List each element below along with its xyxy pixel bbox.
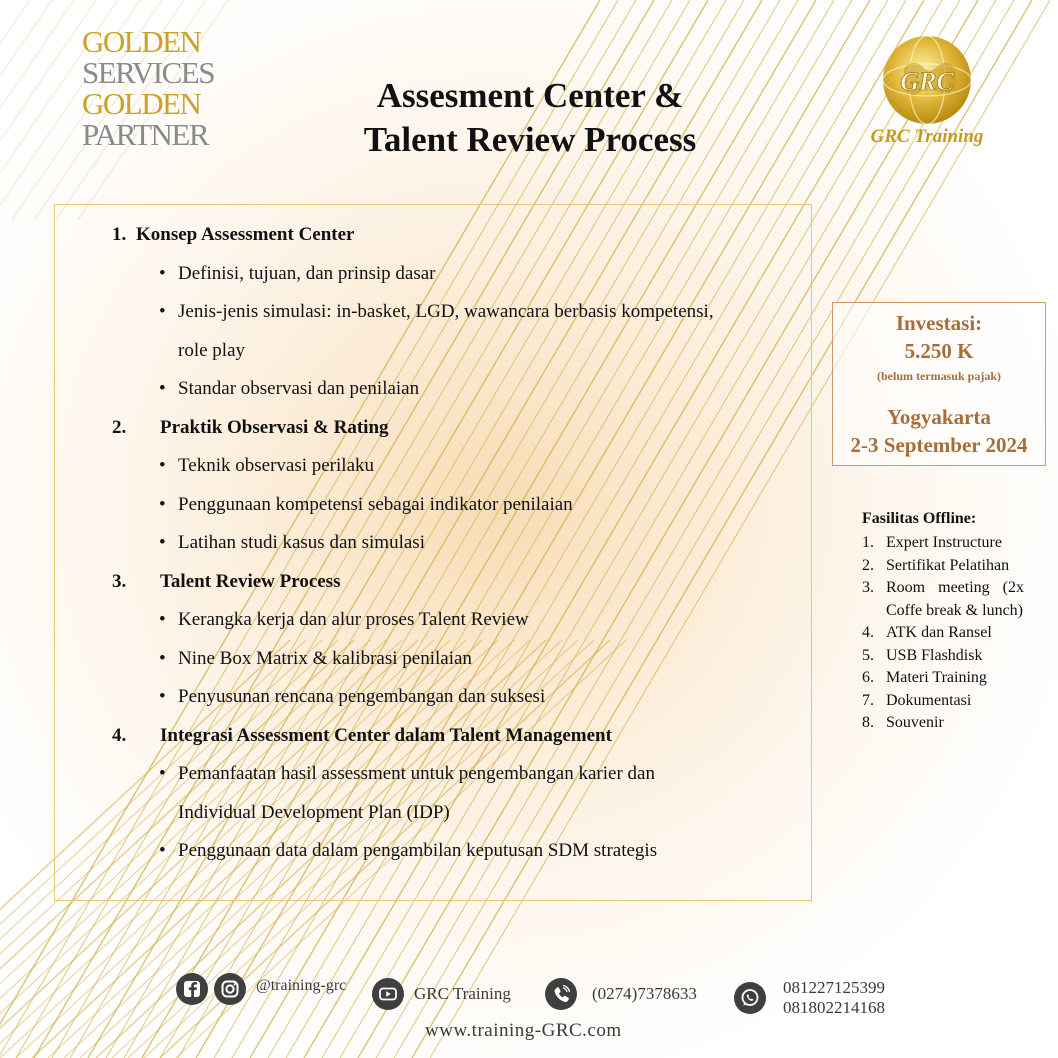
facility-text: Sertifikat Pelatihan xyxy=(886,556,1010,574)
section-title: Praktik Observasi & Rating xyxy=(160,416,389,438)
facility-item xyxy=(862,667,1024,690)
whatsapp-number-2[interactable]: 081802214168 xyxy=(783,998,885,1017)
bullet-text: Penggunaan kompetensi sebagai indikator penilaian xyxy=(178,493,573,515)
title-line-1: Assesment Center & xyxy=(376,76,684,115)
bullet-text: Pemanfaatan hasil assessment untuk pengembangan karier dan xyxy=(178,763,655,784)
event-city: Yogyakarta xyxy=(887,405,991,429)
investment-note: (belum termasuk pajak) xyxy=(876,369,1001,383)
social-handle[interactable]: @training-grc xyxy=(256,977,347,994)
facility-number: 2. xyxy=(862,556,874,574)
outline-box xyxy=(54,204,812,901)
section-number: 4. xyxy=(112,724,127,746)
event-date: 2-3 September 2024 xyxy=(850,433,1028,457)
bullet-dot: • xyxy=(159,455,166,476)
bullet-text: Kerangka kerja dan alur proses Talent Review xyxy=(178,609,529,630)
bullet-dot: • xyxy=(159,378,166,399)
bullet-dot: • xyxy=(159,301,166,322)
facility-item xyxy=(862,622,1024,645)
bullet-dot: • xyxy=(159,840,166,861)
facility-item xyxy=(862,532,1024,555)
facility-text: Dokumentasi xyxy=(886,691,972,709)
facility-item xyxy=(862,690,1024,713)
youtube-channel[interactable]: GRC Training xyxy=(414,984,511,1003)
section-title: Konsep Assessment Center xyxy=(136,224,355,245)
section-title: Talent Review Process xyxy=(160,570,341,592)
investment-price: 5.250 K xyxy=(904,339,974,363)
investment-label: Investasi: xyxy=(895,311,983,335)
bullet-dot: • xyxy=(159,262,166,284)
facility-number: 4. xyxy=(862,624,874,641)
bullet-text: Definisi, tujuan, dan prinsip dasar xyxy=(178,262,436,284)
website-link[interactable]: www.training-GRC.com xyxy=(425,1020,622,1041)
bullet-dot: • xyxy=(159,686,166,707)
bullet-text: Latihan studi kasus dan simulasi xyxy=(178,532,425,553)
golden-partner-logo xyxy=(82,26,232,150)
facility-number: 6. xyxy=(862,669,874,686)
grc-logo-name: GRC Training xyxy=(870,126,984,147)
svg-text:GRC: GRC xyxy=(900,67,954,96)
section-number: 3. xyxy=(112,570,127,592)
section-number: 2. xyxy=(112,416,127,438)
facility-text: Room meeting (2x Coffe break & lunch) xyxy=(886,579,1024,619)
bullet-text: Jenis-jenis simulasi: in-basket, LGD, wawancara berbasis kompetensi, xyxy=(178,301,714,322)
phone-icon[interactable] xyxy=(545,978,577,1010)
facility-item xyxy=(862,645,1024,668)
facility-item xyxy=(862,577,1024,622)
investment-box xyxy=(832,302,1046,466)
phone-number[interactable]: (0274)7378633 xyxy=(592,984,697,1003)
section-number: 1. xyxy=(112,224,127,245)
instagram-icon[interactable] xyxy=(214,973,246,1005)
bullet-text: Penggunaan data dalam pengambilan keputusan SDM strategis xyxy=(178,840,658,861)
bullet-text: Nine Box Matrix & kalibrasi penilaian xyxy=(178,647,472,669)
page-title xyxy=(300,74,760,162)
facility-text: ATK dan Ransel xyxy=(886,624,992,641)
brand-line-1: GOLDEN xyxy=(82,24,201,59)
facility-item xyxy=(862,712,1024,735)
bullet-text: Standar observasi dan penilaian xyxy=(178,378,420,399)
whatsapp-numbers[interactable] xyxy=(783,978,885,1018)
whatsapp-number-1[interactable]: 081227125399 xyxy=(783,978,885,997)
facebook-icon[interactable] xyxy=(176,973,208,1005)
bullet-text: Teknik observasi perilaku xyxy=(178,455,375,476)
bullet-dot: • xyxy=(159,763,166,784)
facility-text: Expert Instructure xyxy=(886,534,1002,551)
course-outline xyxy=(55,205,811,900)
brand-line-4: PARTNER xyxy=(82,117,209,152)
facility-text: Materi Training xyxy=(886,669,987,686)
bullet-dot: • xyxy=(159,609,166,630)
brand-line-3: GOLDEN xyxy=(82,86,201,121)
bullet-text: role play xyxy=(178,339,246,361)
bullet-dot: • xyxy=(159,493,166,515)
facility-item xyxy=(862,555,1024,578)
bullet-text: Penyusunan rencana pengembangan dan suksesi xyxy=(178,686,546,707)
facility-number: 3. xyxy=(862,579,874,596)
title-line-2: Talent Review Process xyxy=(363,120,697,159)
facility-text: Souvenir xyxy=(886,714,944,731)
facility-text: USB Flashdisk xyxy=(886,646,983,664)
facility-number: 5. xyxy=(862,646,874,664)
facilities-title: Fasilitas Offline: xyxy=(862,510,977,527)
youtube-icon[interactable] xyxy=(372,978,404,1010)
facility-number: 8. xyxy=(862,714,874,731)
whatsapp-icon[interactable] xyxy=(734,982,766,1014)
facility-number: 7. xyxy=(862,691,874,709)
bullet-dot: • xyxy=(159,647,166,669)
section-title: Integrasi Assessment Center dalam Talent Management xyxy=(160,724,612,746)
facility-number: 1. xyxy=(862,534,874,551)
facilities-list xyxy=(862,532,1024,735)
bullet-text: Individual Development Plan (IDP) xyxy=(178,801,450,823)
bullet-dot: • xyxy=(159,532,166,553)
brand-line-2: SERVICES xyxy=(82,55,214,90)
